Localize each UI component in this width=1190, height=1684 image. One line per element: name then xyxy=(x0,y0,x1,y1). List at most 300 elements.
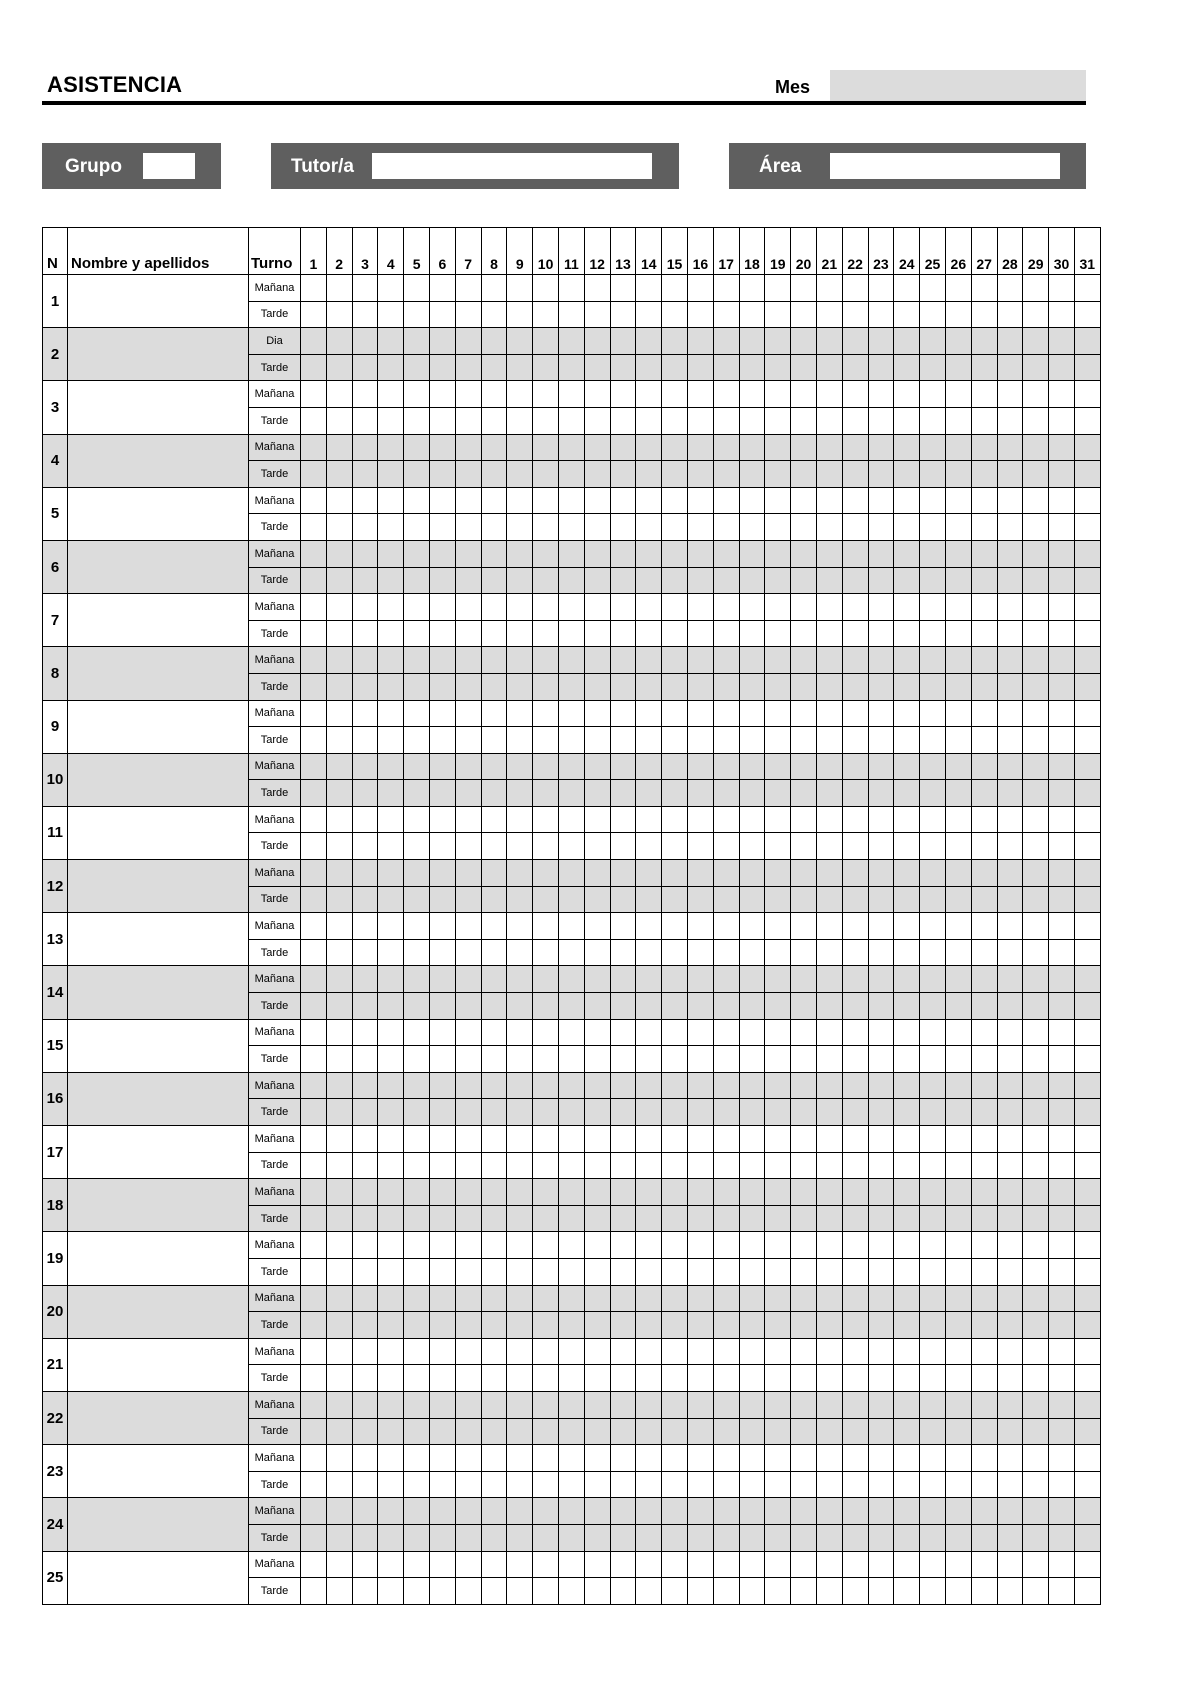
attendance-cell[interactable] xyxy=(610,806,636,833)
attendance-cell[interactable] xyxy=(481,1391,507,1418)
attendance-cell[interactable] xyxy=(429,567,455,594)
attendance-cell[interactable] xyxy=(584,594,610,621)
attendance-cell[interactable] xyxy=(507,1338,533,1365)
attendance-cell[interactable] xyxy=(842,753,868,780)
attendance-cell[interactable] xyxy=(301,913,327,940)
attendance-cell[interactable] xyxy=(1074,301,1100,328)
attendance-cell[interactable] xyxy=(558,1391,584,1418)
attendance-cell[interactable] xyxy=(533,1418,559,1445)
attendance-cell[interactable] xyxy=(894,1551,920,1578)
attendance-cell[interactable] xyxy=(378,647,404,674)
attendance-cell[interactable] xyxy=(816,806,842,833)
attendance-cell[interactable] xyxy=(429,461,455,488)
attendance-cell[interactable] xyxy=(765,1205,791,1232)
attendance-cell[interactable] xyxy=(971,1019,997,1046)
attendance-cell[interactable] xyxy=(636,886,662,913)
attendance-cell[interactable] xyxy=(558,514,584,541)
attendance-cell[interactable] xyxy=(945,727,971,754)
attendance-cell[interactable] xyxy=(533,673,559,700)
attendance-cell[interactable] xyxy=(1049,381,1075,408)
attendance-cell[interactable] xyxy=(971,540,997,567)
attendance-cell[interactable] xyxy=(920,514,946,541)
attendance-cell[interactable] xyxy=(842,594,868,621)
attendance-cell[interactable] xyxy=(455,860,481,887)
attendance-cell[interactable] xyxy=(920,1365,946,1392)
attendance-cell[interactable] xyxy=(1074,594,1100,621)
attendance-cell[interactable] xyxy=(404,1232,430,1259)
attendance-cell[interactable] xyxy=(378,1365,404,1392)
attendance-cell[interactable] xyxy=(739,1418,765,1445)
attendance-cell[interactable] xyxy=(971,1232,997,1259)
attendance-cell[interactable] xyxy=(404,301,430,328)
attendance-cell[interactable] xyxy=(507,275,533,302)
attendance-cell[interactable] xyxy=(455,328,481,355)
attendance-cell[interactable] xyxy=(1074,1126,1100,1153)
attendance-cell[interactable] xyxy=(765,620,791,647)
attendance-cell[interactable] xyxy=(481,594,507,621)
attendance-cell[interactable] xyxy=(455,1551,481,1578)
attendance-cell[interactable] xyxy=(378,993,404,1020)
attendance-cell[interactable] xyxy=(636,594,662,621)
attendance-cell[interactable] xyxy=(533,1524,559,1551)
attendance-cell[interactable] xyxy=(687,833,713,860)
attendance-cell[interactable] xyxy=(894,1391,920,1418)
attendance-cell[interactable] xyxy=(842,833,868,860)
attendance-cell[interactable] xyxy=(507,647,533,674)
attendance-cell[interactable] xyxy=(455,1046,481,1073)
attendance-cell[interactable] xyxy=(765,833,791,860)
attendance-cell[interactable] xyxy=(481,1019,507,1046)
attendance-cell[interactable] xyxy=(584,1258,610,1285)
attendance-cell[interactable] xyxy=(765,860,791,887)
attendance-cell[interactable] xyxy=(816,1338,842,1365)
attendance-cell[interactable] xyxy=(920,1578,946,1605)
attendance-cell[interactable] xyxy=(533,381,559,408)
attendance-cell[interactable] xyxy=(301,1258,327,1285)
attendance-cell[interactable] xyxy=(326,1258,352,1285)
attendance-cell[interactable] xyxy=(301,1391,327,1418)
attendance-cell[interactable] xyxy=(507,620,533,647)
attendance-cell[interactable] xyxy=(868,886,894,913)
attendance-cell[interactable] xyxy=(326,966,352,993)
student-name-cell[interactable] xyxy=(68,1391,249,1444)
attendance-cell[interactable] xyxy=(301,461,327,488)
attendance-cell[interactable] xyxy=(404,886,430,913)
attendance-cell[interactable] xyxy=(765,1152,791,1179)
attendance-cell[interactable] xyxy=(1023,1046,1049,1073)
attendance-cell[interactable] xyxy=(301,1152,327,1179)
attendance-cell[interactable] xyxy=(868,1445,894,1472)
attendance-cell[interactable] xyxy=(507,1046,533,1073)
attendance-cell[interactable] xyxy=(997,1205,1023,1232)
attendance-cell[interactable] xyxy=(533,1578,559,1605)
attendance-cell[interactable] xyxy=(429,1179,455,1206)
attendance-cell[interactable] xyxy=(455,1232,481,1259)
student-name-cell[interactable] xyxy=(68,1285,249,1338)
attendance-cell[interactable] xyxy=(687,514,713,541)
attendance-cell[interactable] xyxy=(584,275,610,302)
attendance-cell[interactable] xyxy=(352,1471,378,1498)
attendance-cell[interactable] xyxy=(404,328,430,355)
attendance-cell[interactable] xyxy=(1023,301,1049,328)
attendance-cell[interactable] xyxy=(816,487,842,514)
attendance-cell[interactable] xyxy=(920,1471,946,1498)
attendance-cell[interactable] xyxy=(920,381,946,408)
attendance-cell[interactable] xyxy=(378,913,404,940)
attendance-cell[interactable] xyxy=(662,1498,688,1525)
attendance-cell[interactable] xyxy=(971,1179,997,1206)
attendance-cell[interactable] xyxy=(481,1258,507,1285)
attendance-cell[interactable] xyxy=(352,966,378,993)
attendance-cell[interactable] xyxy=(945,860,971,887)
attendance-cell[interactable] xyxy=(816,647,842,674)
attendance-cell[interactable] xyxy=(404,993,430,1020)
attendance-cell[interactable] xyxy=(816,1285,842,1312)
attendance-cell[interactable] xyxy=(507,993,533,1020)
attendance-cell[interactable] xyxy=(378,966,404,993)
attendance-cell[interactable] xyxy=(301,1179,327,1206)
attendance-cell[interactable] xyxy=(894,1232,920,1259)
attendance-cell[interactable] xyxy=(326,913,352,940)
attendance-cell[interactable] xyxy=(429,487,455,514)
attendance-cell[interactable] xyxy=(842,1152,868,1179)
attendance-cell[interactable] xyxy=(687,540,713,567)
attendance-cell[interactable] xyxy=(739,1312,765,1339)
attendance-cell[interactable] xyxy=(868,1312,894,1339)
attendance-cell[interactable] xyxy=(610,1099,636,1126)
attendance-cell[interactable] xyxy=(894,434,920,461)
attendance-cell[interactable] xyxy=(1074,1365,1100,1392)
attendance-cell[interactable] xyxy=(894,461,920,488)
attendance-cell[interactable] xyxy=(739,1551,765,1578)
attendance-cell[interactable] xyxy=(378,1046,404,1073)
attendance-cell[interactable] xyxy=(894,1285,920,1312)
attendance-cell[interactable] xyxy=(1049,1258,1075,1285)
attendance-cell[interactable] xyxy=(301,301,327,328)
attendance-cell[interactable] xyxy=(739,1471,765,1498)
attendance-cell[interactable] xyxy=(533,1312,559,1339)
attendance-cell[interactable] xyxy=(558,328,584,355)
attendance-cell[interactable] xyxy=(481,328,507,355)
attendance-cell[interactable] xyxy=(997,939,1023,966)
attendance-cell[interactable] xyxy=(739,1365,765,1392)
attendance-cell[interactable] xyxy=(558,1046,584,1073)
attendance-cell[interactable] xyxy=(378,780,404,807)
attendance-cell[interactable] xyxy=(378,1312,404,1339)
attendance-cell[interactable] xyxy=(687,700,713,727)
attendance-cell[interactable] xyxy=(301,806,327,833)
attendance-cell[interactable] xyxy=(429,594,455,621)
attendance-cell[interactable] xyxy=(378,1498,404,1525)
attendance-cell[interactable] xyxy=(816,886,842,913)
attendance-cell[interactable] xyxy=(636,860,662,887)
attendance-cell[interactable] xyxy=(920,1391,946,1418)
attendance-cell[interactable] xyxy=(687,753,713,780)
attendance-cell[interactable] xyxy=(687,407,713,434)
attendance-cell[interactable] xyxy=(791,1126,817,1153)
attendance-cell[interactable] xyxy=(352,461,378,488)
attendance-cell[interactable] xyxy=(1023,328,1049,355)
attendance-cell[interactable] xyxy=(1023,806,1049,833)
attendance-cell[interactable] xyxy=(326,354,352,381)
attendance-cell[interactable] xyxy=(352,939,378,966)
attendance-cell[interactable] xyxy=(455,1498,481,1525)
attendance-cell[interactable] xyxy=(868,1046,894,1073)
attendance-cell[interactable] xyxy=(352,567,378,594)
attendance-cell[interactable] xyxy=(558,461,584,488)
attendance-cell[interactable] xyxy=(945,1205,971,1232)
attendance-cell[interactable] xyxy=(610,1205,636,1232)
attendance-cell[interactable] xyxy=(610,1152,636,1179)
attendance-cell[interactable] xyxy=(842,993,868,1020)
attendance-cell[interactable] xyxy=(765,381,791,408)
attendance-cell[interactable] xyxy=(636,1391,662,1418)
attendance-cell[interactable] xyxy=(920,275,946,302)
attendance-cell[interactable] xyxy=(842,275,868,302)
attendance-cell[interactable] xyxy=(326,301,352,328)
attendance-cell[interactable] xyxy=(481,860,507,887)
attendance-cell[interactable] xyxy=(507,806,533,833)
student-name-cell[interactable] xyxy=(68,275,249,328)
attendance-cell[interactable] xyxy=(429,301,455,328)
attendance-cell[interactable] xyxy=(816,1232,842,1259)
attendance-cell[interactable] xyxy=(429,860,455,887)
attendance-cell[interactable] xyxy=(455,1418,481,1445)
attendance-cell[interactable] xyxy=(687,1551,713,1578)
attendance-cell[interactable] xyxy=(481,673,507,700)
attendance-cell[interactable] xyxy=(945,1391,971,1418)
attendance-cell[interactable] xyxy=(610,1391,636,1418)
attendance-cell[interactable] xyxy=(455,1365,481,1392)
attendance-cell[interactable] xyxy=(584,913,610,940)
attendance-cell[interactable] xyxy=(429,407,455,434)
attendance-cell[interactable] xyxy=(507,487,533,514)
student-name-cell[interactable] xyxy=(68,434,249,487)
attendance-cell[interactable] xyxy=(326,567,352,594)
attendance-cell[interactable] xyxy=(533,594,559,621)
attendance-cell[interactable] xyxy=(481,939,507,966)
attendance-cell[interactable] xyxy=(662,301,688,328)
attendance-cell[interactable] xyxy=(739,1578,765,1605)
attendance-cell[interactable] xyxy=(791,673,817,700)
attendance-cell[interactable] xyxy=(945,673,971,700)
attendance-cell[interactable] xyxy=(662,434,688,461)
attendance-cell[interactable] xyxy=(507,1312,533,1339)
attendance-cell[interactable] xyxy=(816,275,842,302)
attendance-cell[interactable] xyxy=(455,1258,481,1285)
attendance-cell[interactable] xyxy=(868,354,894,381)
attendance-cell[interactable] xyxy=(301,381,327,408)
attendance-cell[interactable] xyxy=(1049,1126,1075,1153)
attendance-cell[interactable] xyxy=(791,1338,817,1365)
attendance-cell[interactable] xyxy=(610,860,636,887)
attendance-cell[interactable] xyxy=(429,1578,455,1605)
attendance-cell[interactable] xyxy=(945,1179,971,1206)
attendance-cell[interactable] xyxy=(842,939,868,966)
attendance-cell[interactable] xyxy=(378,540,404,567)
attendance-cell[interactable] xyxy=(971,594,997,621)
attendance-cell[interactable] xyxy=(533,461,559,488)
attendance-cell[interactable] xyxy=(1049,1232,1075,1259)
attendance-cell[interactable] xyxy=(1049,1551,1075,1578)
attendance-cell[interactable] xyxy=(636,1578,662,1605)
attendance-cell[interactable] xyxy=(326,700,352,727)
attendance-cell[interactable] xyxy=(868,673,894,700)
attendance-cell[interactable] xyxy=(842,461,868,488)
attendance-cell[interactable] xyxy=(326,1046,352,1073)
attendance-cell[interactable] xyxy=(842,673,868,700)
attendance-cell[interactable] xyxy=(1074,1152,1100,1179)
attendance-cell[interactable] xyxy=(713,1099,739,1126)
attendance-cell[interactable] xyxy=(507,434,533,461)
student-name-cell[interactable] xyxy=(68,594,249,647)
attendance-cell[interactable] xyxy=(945,1338,971,1365)
attendance-cell[interactable] xyxy=(662,647,688,674)
attendance-cell[interactable] xyxy=(326,620,352,647)
attendance-cell[interactable] xyxy=(894,753,920,780)
attendance-cell[interactable] xyxy=(404,1498,430,1525)
attendance-cell[interactable] xyxy=(429,1126,455,1153)
attendance-cell[interactable] xyxy=(352,1391,378,1418)
attendance-cell[interactable] xyxy=(301,1312,327,1339)
attendance-cell[interactable] xyxy=(791,860,817,887)
attendance-cell[interactable] xyxy=(584,1285,610,1312)
attendance-cell[interactable] xyxy=(352,1551,378,1578)
attendance-cell[interactable] xyxy=(662,1391,688,1418)
attendance-cell[interactable] xyxy=(326,1179,352,1206)
attendance-cell[interactable] xyxy=(687,1258,713,1285)
attendance-cell[interactable] xyxy=(971,939,997,966)
attendance-cell[interactable] xyxy=(429,1205,455,1232)
attendance-cell[interactable] xyxy=(481,1312,507,1339)
attendance-cell[interactable] xyxy=(507,780,533,807)
attendance-cell[interactable] xyxy=(301,567,327,594)
attendance-cell[interactable] xyxy=(739,381,765,408)
attendance-cell[interactable] xyxy=(352,487,378,514)
attendance-cell[interactable] xyxy=(945,1498,971,1525)
attendance-cell[interactable] xyxy=(868,1126,894,1153)
attendance-cell[interactable] xyxy=(378,1019,404,1046)
attendance-cell[interactable] xyxy=(739,1072,765,1099)
attendance-cell[interactable] xyxy=(713,1046,739,1073)
attendance-cell[interactable] xyxy=(378,461,404,488)
attendance-cell[interactable] xyxy=(378,1126,404,1153)
attendance-cell[interactable] xyxy=(1074,540,1100,567)
attendance-cell[interactable] xyxy=(404,275,430,302)
attendance-cell[interactable] xyxy=(791,1445,817,1472)
attendance-cell[interactable] xyxy=(842,780,868,807)
attendance-cell[interactable] xyxy=(533,434,559,461)
attendance-cell[interactable] xyxy=(868,620,894,647)
attendance-cell[interactable] xyxy=(687,567,713,594)
attendance-cell[interactable] xyxy=(920,487,946,514)
attendance-cell[interactable] xyxy=(842,1312,868,1339)
attendance-cell[interactable] xyxy=(429,620,455,647)
attendance-cell[interactable] xyxy=(429,1046,455,1073)
student-name-cell[interactable] xyxy=(68,700,249,753)
attendance-cell[interactable] xyxy=(404,860,430,887)
attendance-cell[interactable] xyxy=(558,1258,584,1285)
attendance-cell[interactable] xyxy=(584,833,610,860)
attendance-cell[interactable] xyxy=(713,993,739,1020)
attendance-cell[interactable] xyxy=(558,1072,584,1099)
attendance-cell[interactable] xyxy=(326,1524,352,1551)
attendance-cell[interactable] xyxy=(326,275,352,302)
attendance-cell[interactable] xyxy=(687,1099,713,1126)
attendance-cell[interactable] xyxy=(404,913,430,940)
attendance-cell[interactable] xyxy=(816,753,842,780)
attendance-cell[interactable] xyxy=(301,434,327,461)
attendance-cell[interactable] xyxy=(558,1152,584,1179)
attendance-cell[interactable] xyxy=(533,354,559,381)
attendance-cell[interactable] xyxy=(662,913,688,940)
attendance-cell[interactable] xyxy=(636,301,662,328)
student-name-cell[interactable] xyxy=(68,1126,249,1179)
attendance-cell[interactable] xyxy=(765,1072,791,1099)
attendance-cell[interactable] xyxy=(765,1258,791,1285)
attendance-cell[interactable] xyxy=(868,1258,894,1285)
attendance-cell[interactable] xyxy=(1074,514,1100,541)
attendance-cell[interactable] xyxy=(868,381,894,408)
attendance-cell[interactable] xyxy=(1074,1179,1100,1206)
attendance-cell[interactable] xyxy=(429,434,455,461)
attendance-cell[interactable] xyxy=(352,1099,378,1126)
attendance-cell[interactable] xyxy=(378,1418,404,1445)
attendance-cell[interactable] xyxy=(584,1418,610,1445)
attendance-cell[interactable] xyxy=(507,1445,533,1472)
attendance-cell[interactable] xyxy=(301,1418,327,1445)
attendance-cell[interactable] xyxy=(1049,1578,1075,1605)
attendance-cell[interactable] xyxy=(636,700,662,727)
attendance-cell[interactable] xyxy=(662,753,688,780)
attendance-cell[interactable] xyxy=(481,567,507,594)
attendance-cell[interactable] xyxy=(429,1338,455,1365)
attendance-cell[interactable] xyxy=(455,753,481,780)
attendance-cell[interactable] xyxy=(636,1338,662,1365)
attendance-cell[interactable] xyxy=(404,753,430,780)
attendance-cell[interactable] xyxy=(687,647,713,674)
attendance-cell[interactable] xyxy=(662,354,688,381)
attendance-cell[interactable] xyxy=(481,1445,507,1472)
attendance-cell[interactable] xyxy=(558,913,584,940)
attendance-cell[interactable] xyxy=(765,673,791,700)
attendance-cell[interactable] xyxy=(404,1418,430,1445)
attendance-cell[interactable] xyxy=(945,1312,971,1339)
attendance-cell[interactable] xyxy=(378,514,404,541)
attendance-cell[interactable] xyxy=(739,647,765,674)
attendance-cell[interactable] xyxy=(971,727,997,754)
attendance-cell[interactable] xyxy=(791,1152,817,1179)
student-name-cell[interactable] xyxy=(68,1179,249,1232)
attendance-cell[interactable] xyxy=(945,594,971,621)
attendance-cell[interactable] xyxy=(301,780,327,807)
attendance-cell[interactable] xyxy=(636,487,662,514)
attendance-cell[interactable] xyxy=(481,1524,507,1551)
attendance-cell[interactable] xyxy=(945,1232,971,1259)
attendance-cell[interactable] xyxy=(816,594,842,621)
attendance-cell[interactable] xyxy=(945,381,971,408)
attendance-cell[interactable] xyxy=(533,328,559,355)
attendance-cell[interactable] xyxy=(1049,1205,1075,1232)
attendance-cell[interactable] xyxy=(687,1471,713,1498)
attendance-cell[interactable] xyxy=(739,354,765,381)
attendance-cell[interactable] xyxy=(1049,727,1075,754)
attendance-cell[interactable] xyxy=(301,594,327,621)
attendance-cell[interactable] xyxy=(378,886,404,913)
attendance-cell[interactable] xyxy=(971,620,997,647)
attendance-cell[interactable] xyxy=(404,594,430,621)
attendance-cell[interactable] xyxy=(610,1418,636,1445)
